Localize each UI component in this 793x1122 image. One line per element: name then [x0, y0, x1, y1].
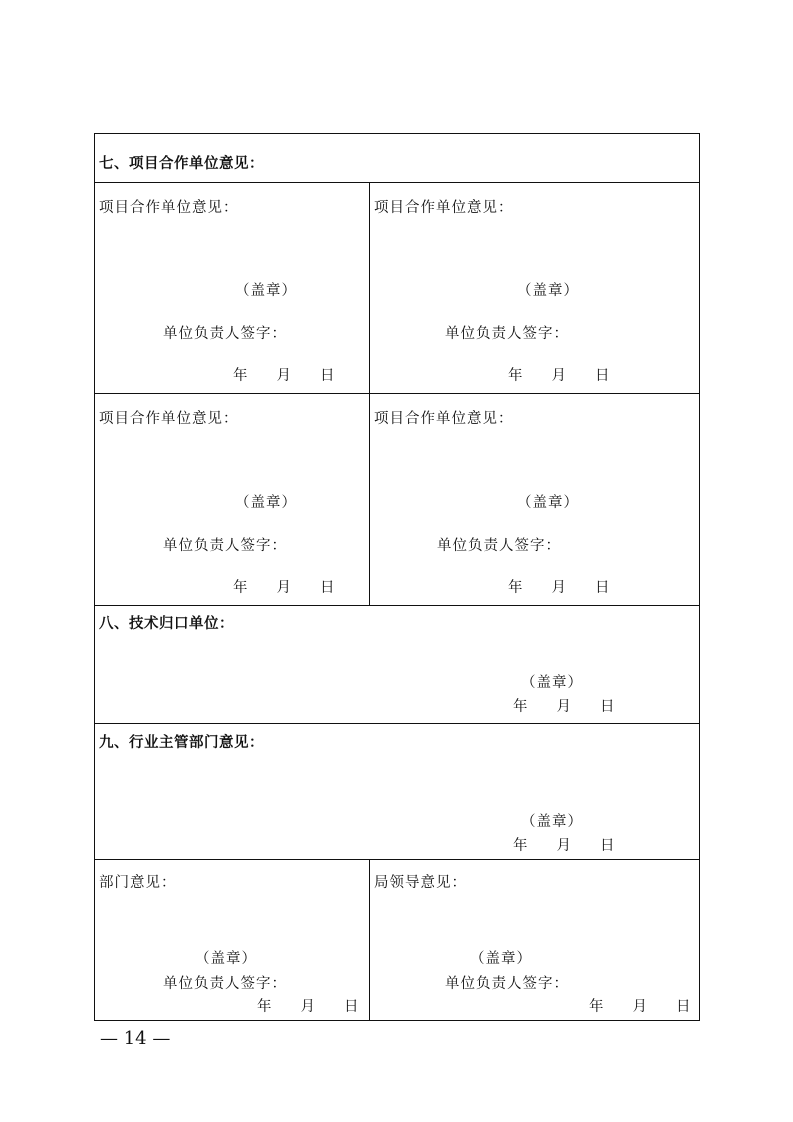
row-divider — [95, 182, 699, 183]
approval-form-table — [94, 133, 700, 1021]
date-line: 年 月 日 — [508, 580, 611, 596]
row-divider — [95, 723, 699, 724]
cooperation-opinion-label: 项目合作单位意见： — [99, 411, 239, 427]
date-line: 年 月 日 — [589, 999, 692, 1015]
cooperation-opinion-label: 项目合作单位意见： — [99, 200, 239, 216]
date-line: 年 月 日 — [508, 368, 611, 384]
section9-title: 九、行业主管部门意见： — [99, 735, 264, 751]
date-line: 年 月 日 — [513, 838, 616, 854]
seal-label: （盖章） — [521, 814, 583, 830]
signature-label: 单位负责人签字： — [163, 326, 287, 342]
signature-label: 单位负责人签字： — [163, 976, 287, 992]
date-line: 年 月 日 — [513, 699, 616, 715]
signature-label: 单位负责人签字： — [445, 976, 569, 992]
seal-label: （盖章） — [521, 675, 583, 691]
seal-label: （盖章） — [470, 951, 532, 967]
seal-label: （盖章） — [517, 495, 579, 511]
signature-label: 单位负责人签字： — [163, 538, 287, 554]
seal-label: （盖章） — [235, 495, 297, 511]
seal-label: （盖章） — [517, 283, 579, 299]
date-line: 年 月 日 — [257, 999, 360, 1015]
date-line: 年 月 日 — [233, 368, 336, 384]
column-divider — [369, 859, 370, 1021]
seal-label: （盖章） — [195, 951, 257, 967]
row-divider — [95, 393, 699, 394]
cooperation-opinion-label: 项目合作单位意见： — [374, 200, 514, 216]
section7-title: 七、项目合作单位意见： — [99, 156, 264, 172]
department-opinion-label: 部门意见： — [99, 875, 177, 891]
row-divider — [95, 859, 699, 860]
signature-label: 单位负责人签字： — [437, 538, 561, 554]
cooperation-opinion-label: 项目合作单位意见： — [374, 411, 514, 427]
bureau-leader-opinion-label: 局领导意见： — [374, 875, 467, 891]
section8-title: 八、技术归口单位： — [99, 616, 234, 632]
row-divider — [95, 605, 699, 606]
page-number: — 14 — — [100, 1028, 171, 1049]
date-line: 年 月 日 — [233, 580, 336, 596]
signature-label: 单位负责人签字： — [445, 326, 569, 342]
seal-label: （盖章） — [235, 283, 297, 299]
column-divider — [369, 182, 370, 605]
